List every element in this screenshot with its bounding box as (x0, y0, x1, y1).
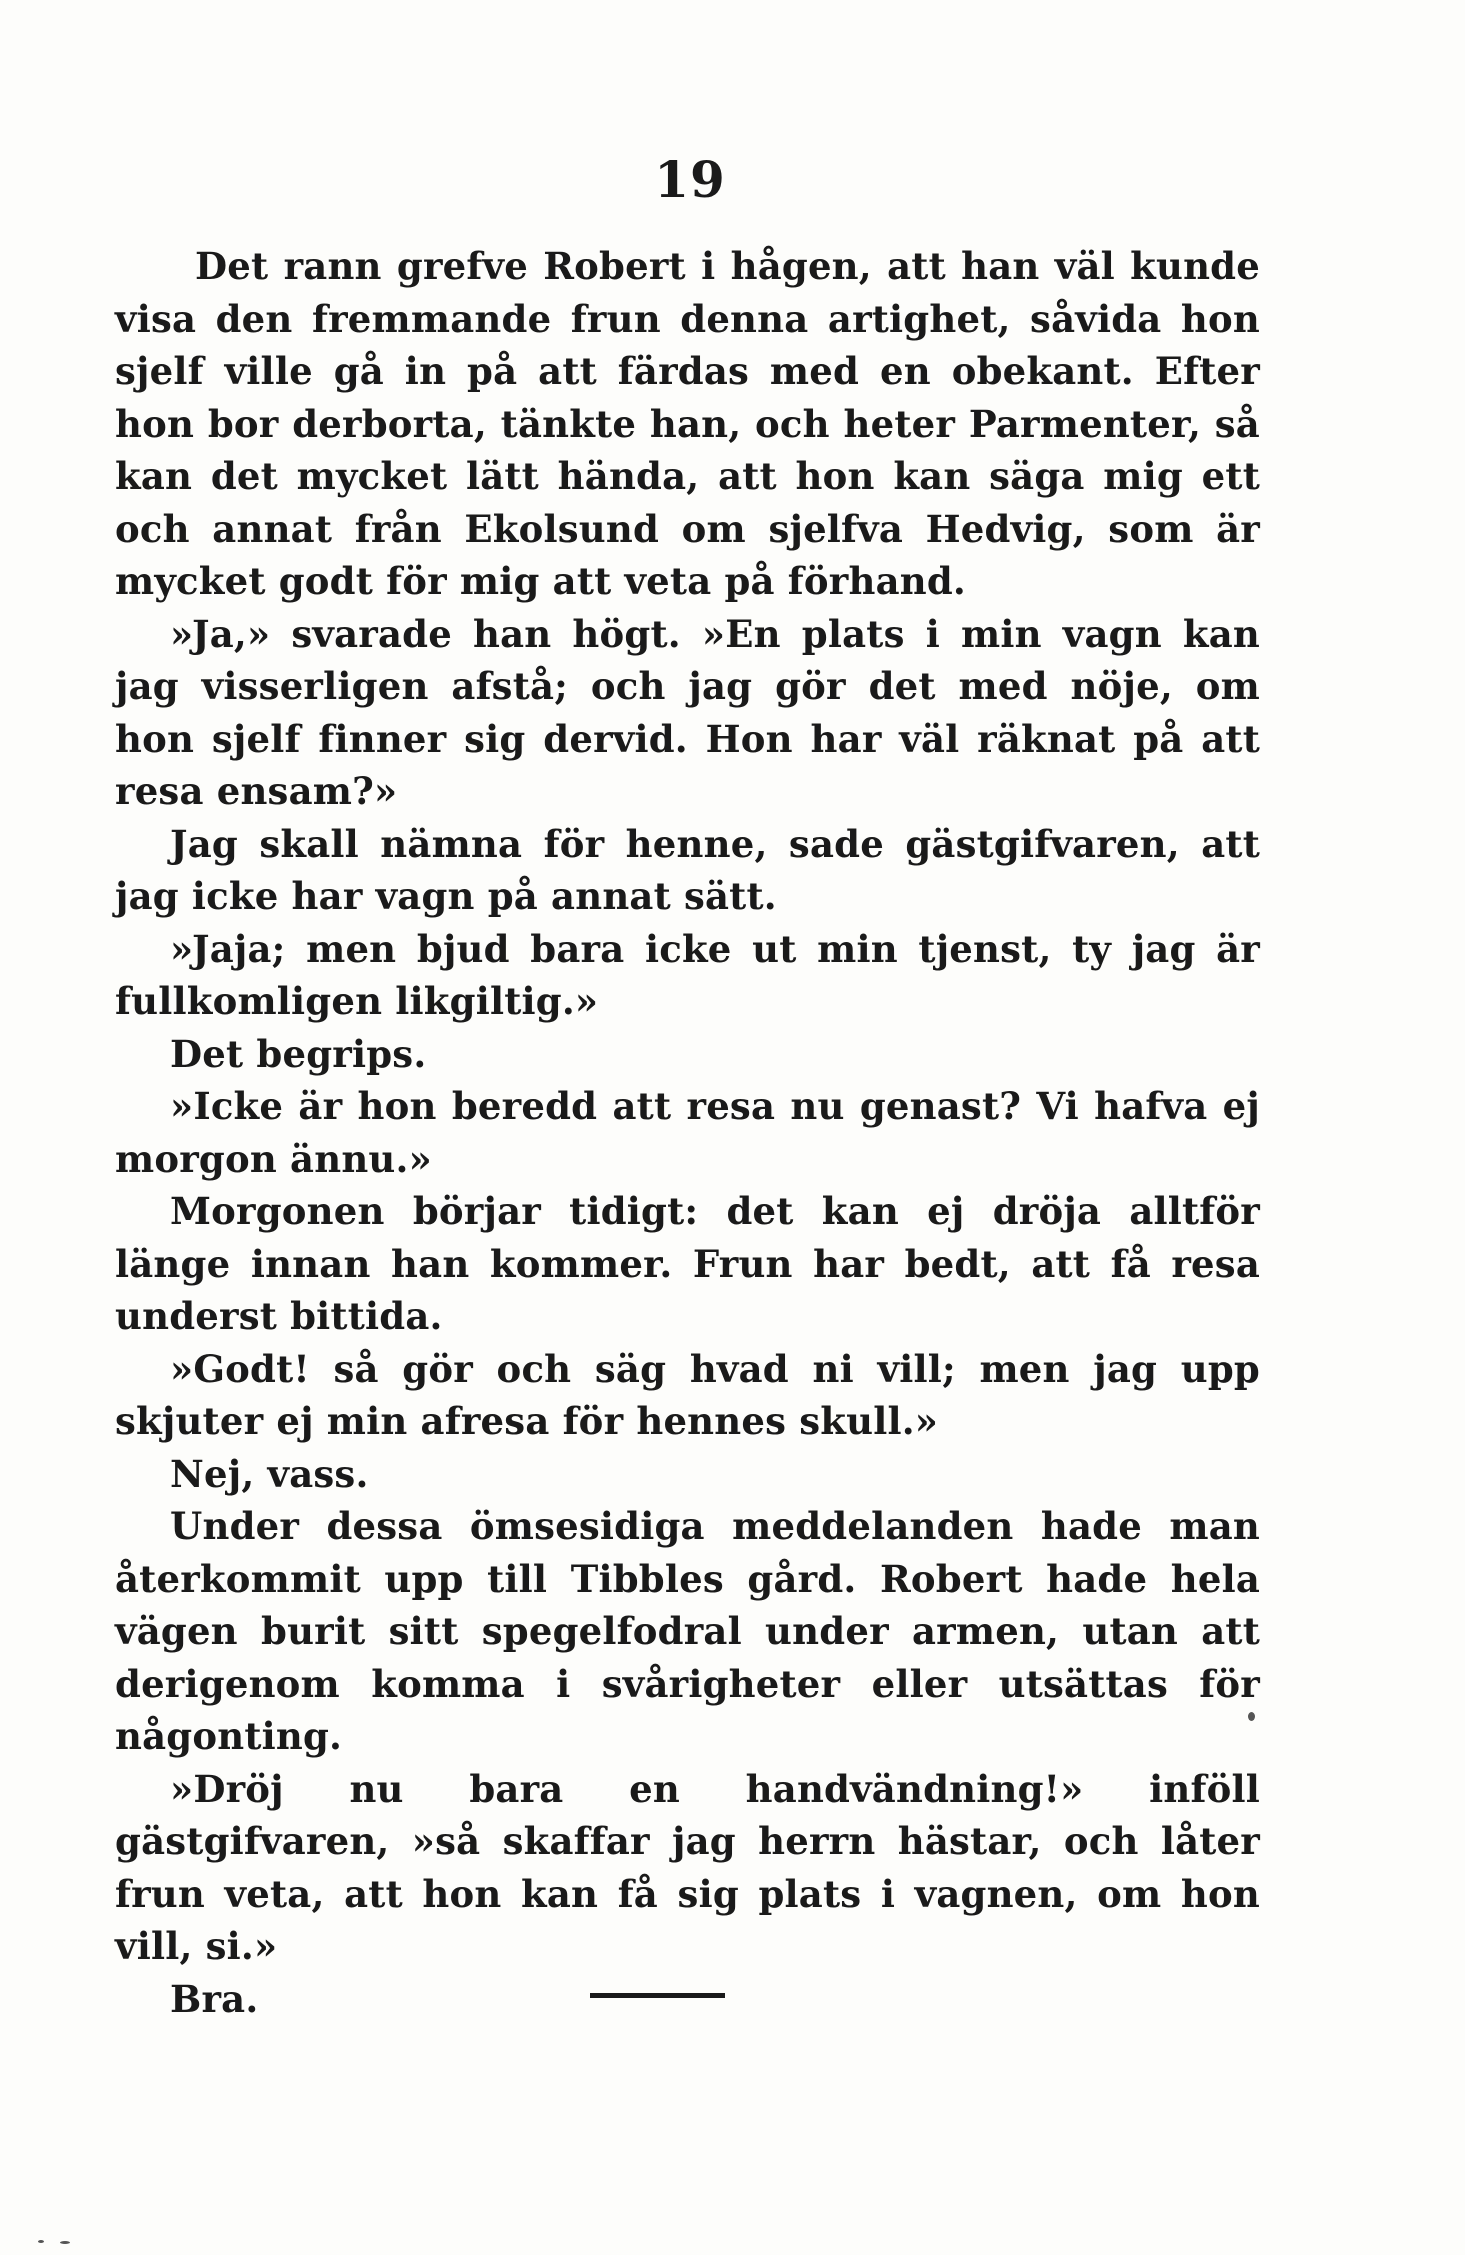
ink-speck (60, 2241, 70, 2244)
paragraph: Under dessa ömsesidiga meddelanden hade man återkommit upp till Tibbles gård. Robert hade hela vägen burit sitt spegelfodral under armen, utan att derigenom komma i svårigheter eller utsättas för någonting. (115, 1504, 1260, 1758)
ink-speck (38, 2240, 44, 2243)
paragraph: »Ja,» svarade han högt. »En plats i min vagn kan jag visserligen afstå; och jag gör det med nöje, om hon sjelf finner sig dervid. Hon har väl räknat på att resa ensam?» (115, 611, 1260, 813)
paragraph: Det rann grefve Robert i hågen, att han väl kunde visa den fremmande frun denna artighet, såvida hon sjelf ville gå in på att färdas med en obekant. Efter hon bor derborta, tänkte han, och heter Parmenter, så kan det mycket lätt hända, att hon kan säga mig ett och annat från Ekolsund om sjelfva Hedvig, som är mycket godt för mig att veta på förhand. (115, 244, 1260, 603)
ink-speck (1248, 1712, 1255, 1721)
paragraph: »Dröj nu bara en handvändning!» inföll gästgifvaren, »så skaffar jag herrn hästar, och låter frun veta, att hon kan få sig plats i vagnen, om hon vill, si.» (115, 1766, 1260, 1968)
paragraph: »Jaja; men bjud bara icke ut min tjenst, ty jag är fullkomligen likgiltig.» (115, 926, 1260, 1023)
paragraph: Det begrips. (170, 1031, 427, 1076)
paragraph: Bra. (170, 1976, 259, 2021)
paragraph: Jag skall nämna för henne, sade gästgifvaren, att jag icke har vagn på annat sätt. (115, 821, 1260, 918)
body-text (115, 240, 1260, 2025)
paragraph: »Icke är hon beredd att resa nu genast? Vi hafva ej morgon ännu.» (115, 1084, 1260, 1181)
paragraph: Nej, vass. (170, 1451, 369, 1496)
paragraph: Morgonen börjar tidigt: det kan ej dröja alltför länge innan han kommer. Frun har bedt, att få resa underst bittida. (115, 1189, 1260, 1338)
paragraph: »Godt! så gör och säg hvad ni vill; men jag upp skjuter ej min afresa för hennes skull.» (115, 1346, 1260, 1443)
section-divider (590, 1993, 725, 1998)
page-number: 19 (654, 150, 726, 209)
